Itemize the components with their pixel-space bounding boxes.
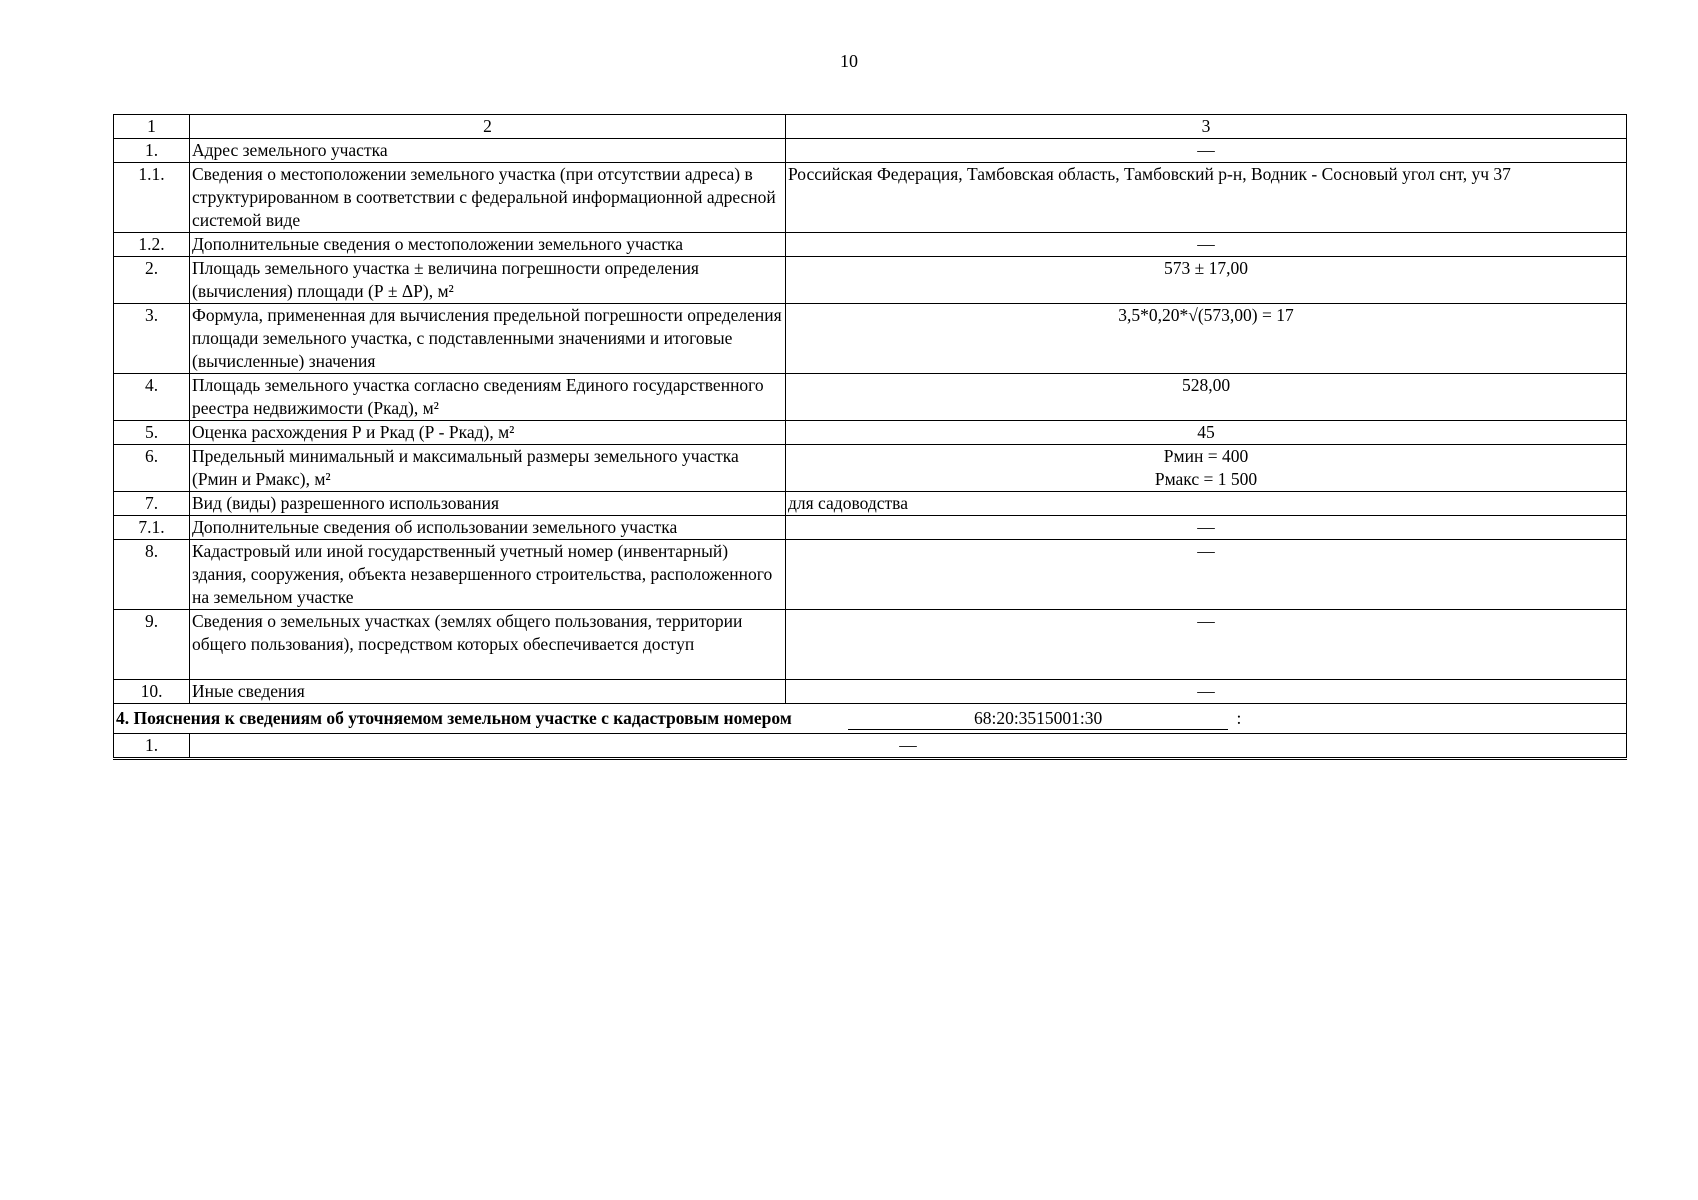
- row-value: 45: [786, 421, 1627, 445]
- row-value: —: [786, 610, 1627, 680]
- row-label: Предельный минимальный и максимальный размеры земельного участка (Рмин и Рмакс), м²: [190, 445, 786, 492]
- land-plot-info-table: [113, 114, 1627, 760]
- row-number: 3.: [114, 304, 190, 374]
- table-header-row: [114, 115, 1627, 139]
- cadastral-number: 68:20:3515001:30: [848, 707, 1228, 730]
- page-number: 10: [840, 51, 858, 71]
- section-4-title: 4. Пояснения к сведениям об уточняемом земельном участке с кадастровым номером: [116, 708, 792, 728]
- row-number: 1.2.: [114, 233, 190, 257]
- header-col-3: 3: [786, 115, 1627, 139]
- table-row: [114, 610, 1627, 680]
- table-row: [114, 421, 1627, 445]
- table-row: [114, 163, 1627, 233]
- row-label: Площадь земельного участка ± величина погрешности определения (вычисления) площади (Р ± ΔР), м²: [190, 257, 786, 304]
- row-label: Иные сведения: [190, 680, 786, 704]
- table-row: [114, 445, 1627, 492]
- table-row: [114, 374, 1627, 421]
- row-number: 6.: [114, 445, 190, 492]
- table-row: [114, 233, 1627, 257]
- row-number: 1.: [114, 734, 190, 759]
- row-number: 9.: [114, 610, 190, 680]
- row-number: 1.1.: [114, 163, 190, 233]
- table-row: [114, 492, 1627, 516]
- row-value: —: [190, 734, 1627, 759]
- row-label: Сведения о земельных участках (землях общего пользования, территории общего пользования), посредством которых обеспечивается доступ: [190, 610, 786, 680]
- row-label: Кадастровый или иной государственный учетный номер (инвентарный) здания, сооружения, объекта незавершенного строительства, расположенного на земельном участке: [190, 540, 786, 610]
- row-label: Формула, примененная для вычисления предельной погрешности определения площади земельного участка, с подставленными значениями и итоговые (вычисленные) значения: [190, 304, 786, 374]
- table-row: [114, 139, 1627, 163]
- row-number: 1.: [114, 139, 190, 163]
- table-row: [114, 304, 1627, 374]
- row-label: Площадь земельного участка согласно сведениям Единого государственного реестра недвижимости (Ркад), м²: [190, 374, 786, 421]
- row-value: для садоводства: [786, 492, 1627, 516]
- min-size-value: Рмин = 400: [1163, 446, 1249, 466]
- row-number: 7.: [114, 492, 190, 516]
- row-label: Сведения о местоположении земельного участка (при отсутствии адреса) в структурированном в соответствии с федеральной информационной адресной системой виде: [190, 163, 786, 233]
- row-value: —: [786, 540, 1627, 610]
- row-number: 10.: [114, 680, 190, 704]
- table-row: [114, 734, 1627, 759]
- row-value: [786, 445, 1627, 492]
- row-value: 573 ± 17,00: [786, 257, 1627, 304]
- row-value: 528,00: [786, 374, 1627, 421]
- row-number: 7.1.: [114, 516, 190, 540]
- table-row: [114, 516, 1627, 540]
- row-label: Дополнительные сведения о местоположении земельного участка: [190, 233, 786, 257]
- table-row: [114, 540, 1627, 610]
- row-value: —: [786, 139, 1627, 163]
- row-value: —: [786, 233, 1627, 257]
- row-number: 8.: [114, 540, 190, 610]
- row-value: Российская Федерация, Тамбовская область, Тамбовский р-н, Водник - Сосновый угол снт, уч 37: [786, 163, 1627, 233]
- section-4-header: [114, 704, 1627, 734]
- table-row: [114, 257, 1627, 304]
- row-label: Дополнительные сведения об использовании земельного участка: [190, 516, 786, 540]
- row-number: 4.: [114, 374, 190, 421]
- cadastral-colon: :: [1236, 708, 1242, 728]
- row-label: Оценка расхождения Р и Ркад (Р - Ркад), м²: [190, 421, 786, 445]
- row-label: Вид (виды) разрешенного использования: [190, 492, 786, 516]
- row-value: —: [786, 516, 1627, 540]
- row-value: —: [786, 680, 1627, 704]
- table-row: [114, 680, 1627, 704]
- header-col-2: 2: [190, 115, 786, 139]
- row-label: Адрес земельного участка: [190, 139, 786, 163]
- header-col-1: 1: [114, 115, 190, 139]
- max-size-value: Рмакс = 1 500: [1154, 469, 1258, 489]
- row-value: 3,5*0,20*√(573,00) = 17: [786, 304, 1627, 374]
- row-number: 2.: [114, 257, 190, 304]
- row-number: 5.: [114, 421, 190, 445]
- section-4-header-row: [114, 704, 1627, 734]
